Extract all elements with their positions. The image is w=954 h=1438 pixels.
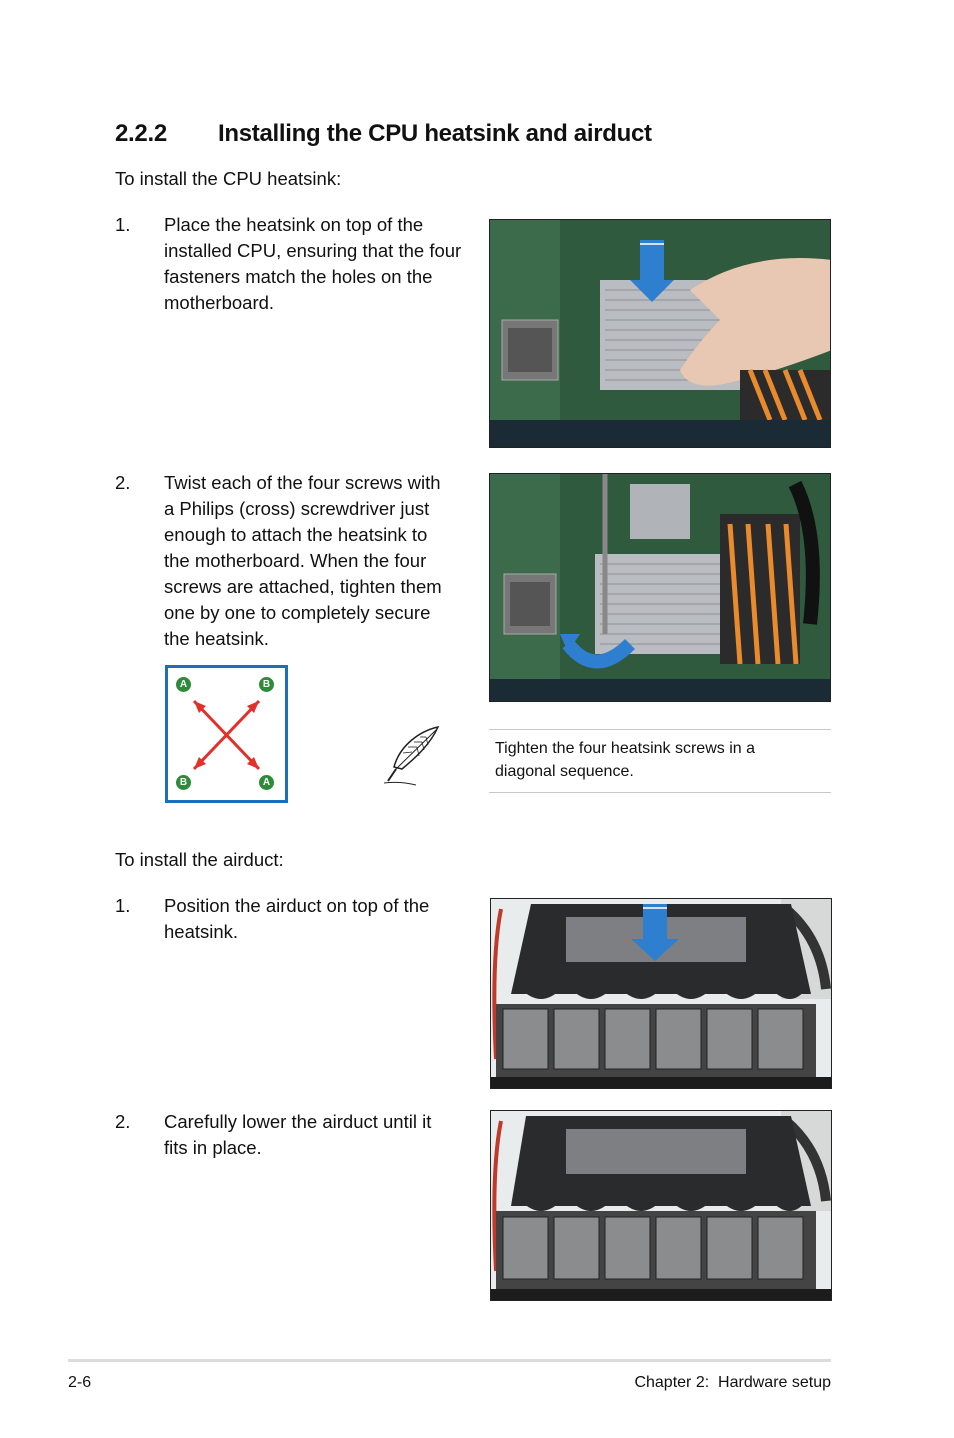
heatsink-intro: To install the CPU heatsink: <box>115 168 342 189</box>
step-number: 2. <box>115 1111 131 1132</box>
step-line: Position the airduct on top of the <box>164 895 430 916</box>
screw-badge-bottom-left: B <box>176 775 191 790</box>
step-line: enough to attach the heatsink to <box>164 524 428 545</box>
step-line: the heatsink. <box>164 628 269 649</box>
step-line: a Philips (cross) screwdriver just <box>164 498 430 519</box>
note-box <box>489 729 831 793</box>
footer-rule <box>68 1359 831 1362</box>
step-line: one by one to completely secure <box>164 602 431 623</box>
airduct-installed-photo <box>490 1110 832 1301</box>
step-number: 1. <box>115 895 131 916</box>
step-line: heatsink. <box>164 921 239 942</box>
heatsink-placement-photo <box>489 219 831 448</box>
heatsink-step-1 <box>115 212 485 322</box>
step-line: fits in place. <box>164 1137 262 1158</box>
step-line: Place the heatsink on top of the <box>164 214 424 235</box>
step-text <box>164 212 461 316</box>
step-line: Twist each of the four screws with <box>164 472 441 493</box>
step-text <box>164 470 442 652</box>
note-line: diagonal sequence. <box>495 763 634 780</box>
step-number: 2. <box>115 472 131 493</box>
step-line: installed CPU, ensuring that the four <box>164 240 462 261</box>
section-number: 2.2.2 <box>115 120 167 147</box>
screw-badge-bottom-right: A <box>259 775 274 790</box>
airduct-intro: To install the airduct: <box>115 849 284 870</box>
chapter-title: Chapter 2: Hardware setup <box>634 1374 831 1391</box>
step-line: fasteners match the holes on the <box>164 266 433 287</box>
airduct-step-1 <box>115 893 485 948</box>
screw-badge-top-right: B <box>259 677 274 692</box>
section-title: Installing the CPU heatsink and airduct <box>218 120 652 147</box>
heatsink-step-2 <box>115 470 485 655</box>
note-text <box>495 737 815 783</box>
airduct-step-2 <box>115 1109 485 1164</box>
step-text <box>164 893 429 945</box>
step-line: screws are attached, tighten them <box>164 576 442 597</box>
diagonal-sequence-diagram <box>165 665 288 803</box>
step-line: Carefully lower the airduct until it <box>164 1111 432 1132</box>
page-number: 2-6 <box>68 1374 92 1391</box>
airduct-positioning-photo <box>490 898 832 1089</box>
step-line: motherboard. <box>164 292 275 313</box>
step-text <box>164 1109 431 1161</box>
screw-tightening-photo <box>489 473 831 702</box>
section-heading <box>115 120 652 148</box>
screw-badge-top-left: A <box>176 677 191 692</box>
note-line: Tighten the four heatsink screws in a <box>495 740 755 757</box>
step-number: 1. <box>115 214 131 235</box>
note-feather-icon <box>380 725 442 789</box>
step-line: the motherboard. When the four <box>164 550 427 571</box>
